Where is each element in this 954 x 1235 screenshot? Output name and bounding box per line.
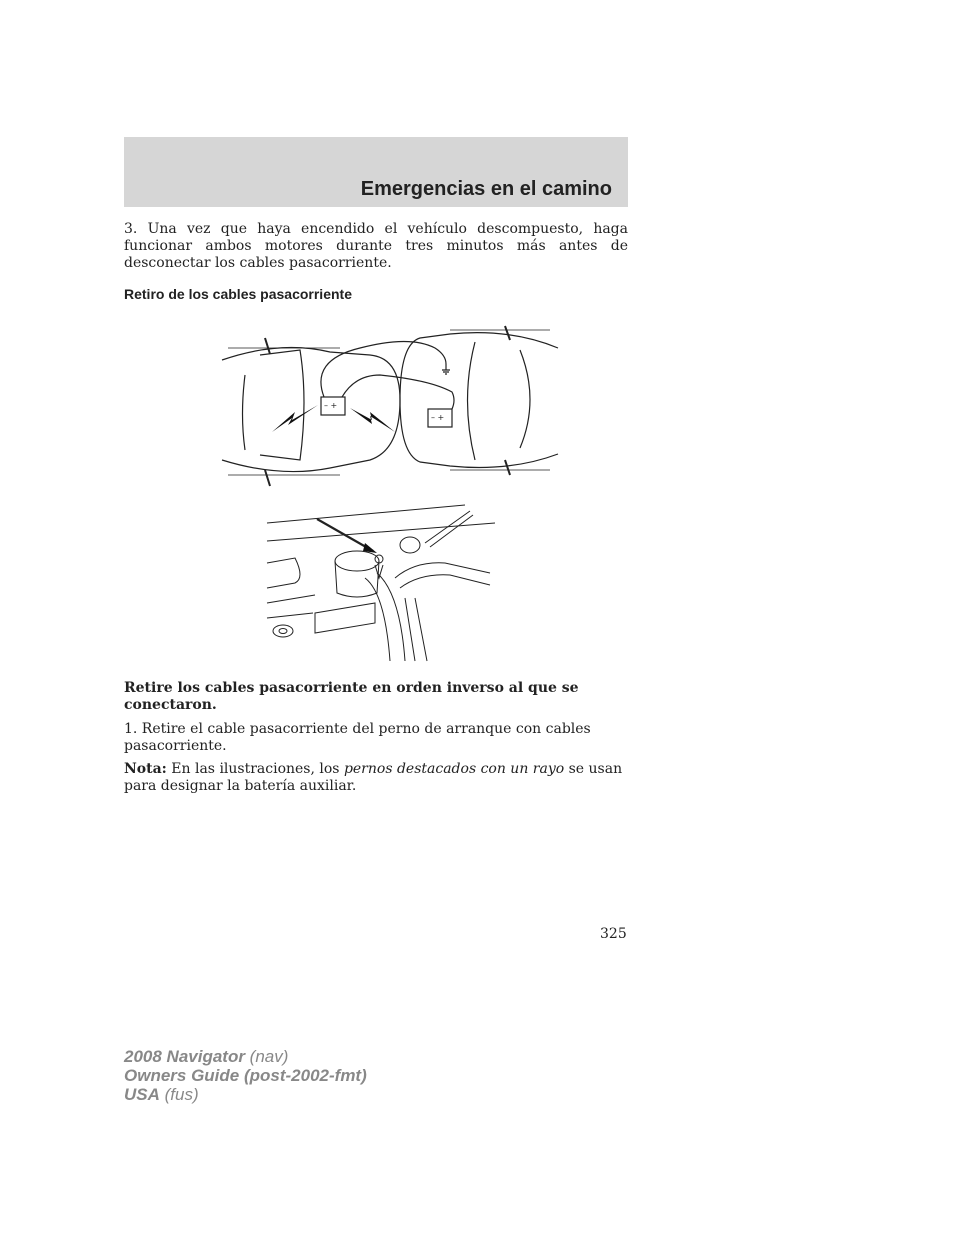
- footer-model: 2008 Navigator: [124, 1047, 245, 1066]
- lightning-right-icon: [350, 408, 395, 432]
- battery-right-label: – +: [431, 413, 445, 422]
- battery-left-label: – +: [324, 401, 338, 410]
- engine-bay-illustration: [265, 503, 495, 663]
- page-number: 325: [600, 926, 627, 942]
- footer-model-code: (nav): [244, 1047, 289, 1066]
- jumper-cable-vehicles-illustration: [220, 320, 560, 490]
- footer-region: USA: [124, 1085, 160, 1104]
- header-band: [124, 137, 628, 207]
- warning-text: Retire los cables pasacorriente en orden inverso al que se conectaron.: [124, 680, 579, 713]
- note-paragraph: [124, 761, 628, 795]
- subheading: Retiro de los cables pasacorriente: [124, 286, 352, 302]
- footer: [124, 1047, 367, 1104]
- note-italic: pernos destacados con un rayo: [343, 761, 565, 777]
- note-text-after: se usan para designar la batería auxiliar.: [124, 761, 623, 794]
- footer-guide: Owners Guide (post-2002-fmt): [124, 1066, 367, 1085]
- step-3-paragraph: 3. Una vez que haya encendido el vehículo descompuesto, haga funcionar ambos motores durante tres minutos más antes de desconectar los cables pasacorriente.: [124, 221, 628, 271]
- lightning-left-icon: [272, 405, 318, 432]
- note-label: Nota:: [124, 761, 167, 777]
- note-text-before: En las ilustraciones, los: [166, 761, 344, 777]
- step-1-paragraph: 1. Retire el cable pasacorriente del perno de arranque con cables pasacorriente.: [124, 721, 591, 754]
- section-title: Emergencias en el camino: [360, 178, 612, 200]
- footer-region-code: (fus): [159, 1085, 199, 1104]
